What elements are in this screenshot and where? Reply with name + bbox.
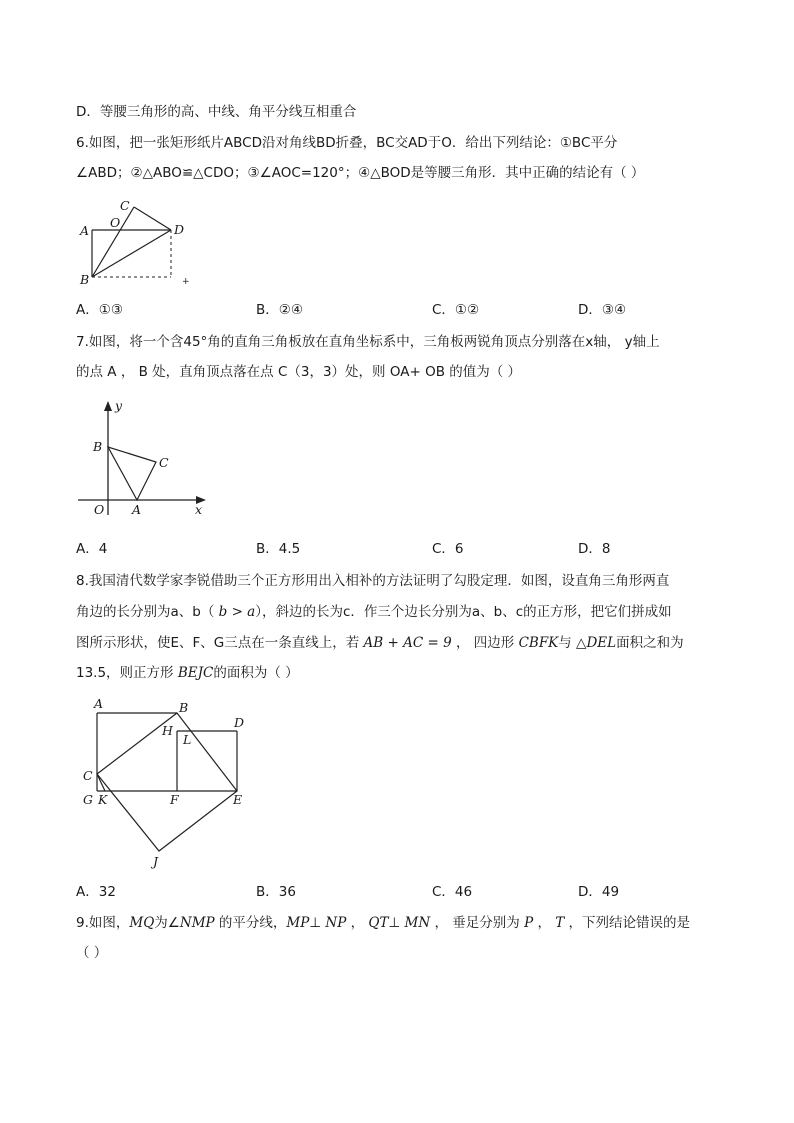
q7-option-a: A．4: [76, 541, 108, 557]
q8-line2-math: b > a: [218, 604, 256, 620]
q9-text-prefix: 9.如图，: [76, 915, 130, 931]
q6-figure: [70, 196, 200, 288]
q8-line2-text-a: 角边的长分别为a、b（: [76, 604, 219, 620]
q8-label-k: K: [98, 792, 108, 807]
q9-math-np: NP: [325, 915, 347, 931]
q8-option-b: B．36: [256, 884, 296, 900]
q8-label-g: G: [83, 792, 93, 807]
q7-text-line1: 7.如图，将一个含45°角的直角三角板放在直角坐标系中，三角板两锐角顶点分别落在x轴， y轴上: [76, 334, 660, 350]
q9-math-mn: MN: [404, 915, 431, 931]
q7-label-o: O: [94, 502, 105, 517]
q8-label-a: A: [94, 696, 104, 711]
q7-label-c: C: [159, 455, 169, 470]
q8-line4-text-b: 的面积为（ ）: [213, 665, 299, 681]
q6-option-c: C．①②: [432, 302, 480, 318]
q8-label-e: E: [233, 792, 243, 807]
q5-option-d: D．等腰三角形的高、中线、角平分线互相重合: [76, 104, 357, 120]
q8-line3-text-d: 面积之和为: [616, 635, 684, 651]
q8-option-d: D．49: [578, 884, 620, 900]
q9-text-6: ， 垂足分别为: [430, 915, 525, 931]
q8-label-h: H: [162, 723, 173, 738]
q6-option-b: B．②④: [256, 302, 303, 318]
q6-label-a: A: [80, 223, 90, 238]
q9-math-nmp: NMP: [179, 915, 215, 931]
q8-line2-text-b: ），斜边的长为c．作三个边长分别为a、b、c的正方形，把它们拼成如: [255, 604, 672, 620]
q7-option-b: B．4.5: [256, 541, 301, 557]
q8-line3-text-a: 图所示形状，使E、F、G三点在一条直线上，若: [76, 635, 364, 651]
q8-label-b: B: [179, 700, 189, 715]
q8-line4-math: BEJC: [177, 665, 214, 681]
q6-option-a: A．①③: [76, 302, 123, 318]
q8-text-line3: [76, 633, 684, 653]
q9-text-8: ，下列结论错误的是: [564, 915, 691, 931]
q8-option-a: A．32: [76, 884, 116, 900]
q6-option-d: D．③④: [578, 302, 627, 318]
q8-line3-math: AB + AC = 9: [363, 635, 452, 651]
q9-text-2: 的平分线，: [214, 915, 287, 931]
q8-option-c: C．46: [432, 884, 473, 900]
q9-math-mq: MQ: [129, 915, 155, 931]
q7-option-d: D．8: [578, 541, 611, 557]
q8-text-line4: [76, 663, 299, 683]
q8-label-d: D: [234, 715, 245, 730]
q9-text-5: ⊥: [388, 915, 405, 931]
q8-line3-text-c: 与 △: [558, 635, 587, 651]
q8-line4-text-a: 13.5，则正方形: [76, 665, 178, 681]
q7-figure: [70, 395, 215, 520]
q8-label-l: L: [183, 732, 192, 747]
q8-text-line2: [76, 602, 672, 622]
q6-text-line2: ∠ABD；②△ABO≌△CDO；③∠AOC=120°；④△BOD是等腰三角形．其中正确的结论有（ ）: [76, 165, 645, 181]
q9-text-line1: [76, 913, 690, 933]
q9-math-t: T: [555, 915, 565, 931]
q9-math-mp: MP: [286, 915, 310, 931]
q9-text-line2: （ ）: [76, 945, 108, 961]
q7-text-line2: 的点 A ， B 处，直角顶点落在点 C（3，3）处，则 OA+ OB 的值为（ ）: [76, 364, 522, 380]
q7-option-c: C．6: [432, 541, 464, 557]
q6-label-o: O: [110, 215, 121, 230]
q6-label-d: D: [174, 222, 185, 237]
q9-math-p: P: [524, 915, 534, 931]
q9-text-3: ⊥: [309, 915, 326, 931]
q8-figure: [76, 694, 266, 879]
q7-label-b: B: [93, 439, 103, 454]
q6-anchor-mark: +: [182, 277, 190, 287]
q7-label-a: A: [132, 502, 142, 517]
q8-line3-math2: CBFK: [518, 635, 559, 651]
q7-label-x: x: [195, 502, 203, 517]
q8-label-f: F: [170, 792, 179, 807]
q8-line3-text-b: ， 四边形: [451, 635, 519, 651]
q8-label-j: J: [153, 854, 159, 869]
q9-text-7: ，: [533, 915, 556, 931]
q6-text-line1: 6.如图，把一张矩形纸片ABCD沿对角线BD折叠，BC交AD于O．给出下列结论：①BC平分: [76, 135, 618, 151]
q6-label-b: B: [80, 272, 90, 287]
q8-text-line1: 8.我国清代数学家李锐借助三个正方形用出入相补的方法证明了勾股定理．如图，设直角三角形两直: [76, 573, 670, 589]
q7-label-y: y: [115, 398, 123, 413]
q8-line3-math3: DEL: [586, 635, 617, 651]
q8-label-c: C: [83, 768, 93, 783]
q6-label-c: C: [120, 198, 130, 213]
q9-text-1: 为∠: [154, 915, 180, 931]
q9-math-qt: QT: [368, 915, 389, 931]
q9-text-4: ，: [346, 915, 369, 931]
